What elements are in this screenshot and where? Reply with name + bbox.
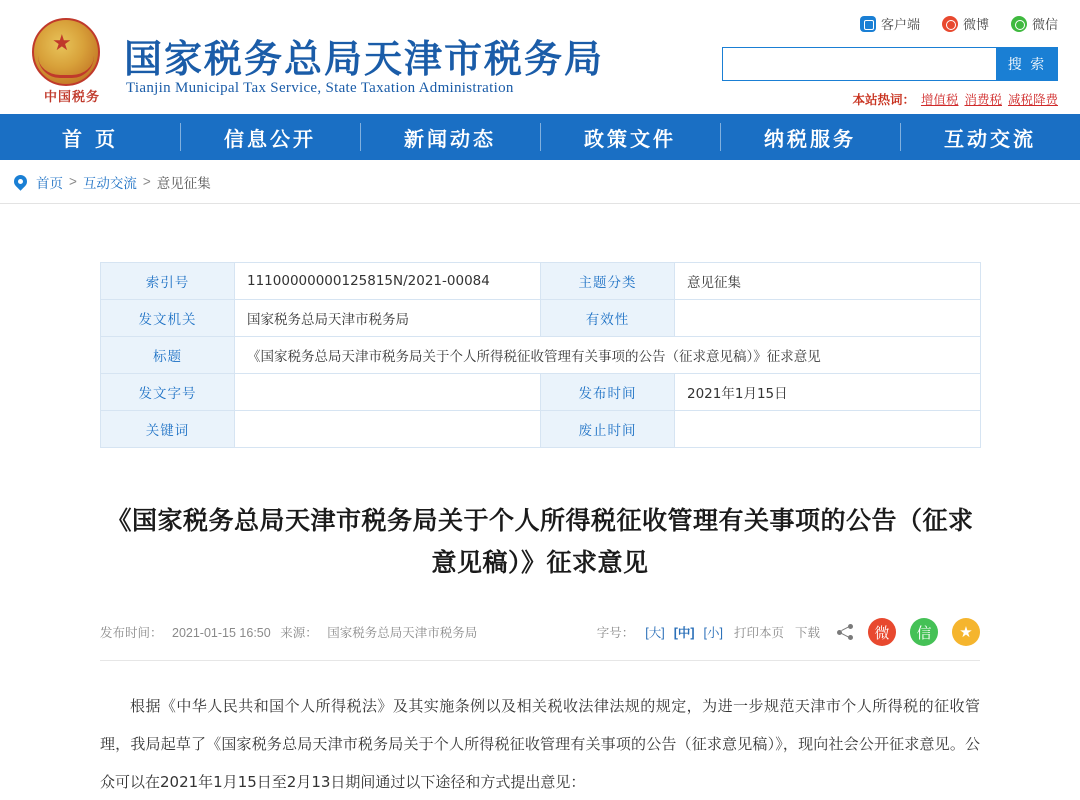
publish-time: 2021-01-15 16:50 [172,626,271,640]
qzone-share-icon[interactable]: ★ [952,618,980,646]
fontsize-medium-button[interactable]: [中] [673,626,695,640]
breadcrumb-separator: > [69,174,77,189]
wechat-icon [1011,16,1027,32]
weibo-icon [942,16,958,32]
tax-emblem-logo [26,16,118,105]
top-links [860,14,1058,33]
article-meta-right [597,618,980,646]
hot-keywords-label: 本站热词： [852,93,915,107]
fontsize-large-button[interactable]: [大] [645,626,665,640]
breadcrumb-item-home[interactable]: 首页 [36,175,63,191]
info-label: 发文机关 [101,300,235,337]
nav-item-news[interactable]: 新闻动态 [360,114,540,160]
info-value: 11100000000125815N/2021-00084 [235,263,541,300]
search-button[interactable]: 搜 索 [996,47,1058,81]
top-link-wechat[interactable] [1011,14,1058,33]
hot-keyword-link[interactable]: 增值税 [920,93,959,107]
fontsize-label: 字号： [596,626,635,640]
info-label: 关键词 [101,411,235,448]
nav-item-policy-documents[interactable]: 政策文件 [540,114,720,160]
top-link-label: 客户端 [880,17,920,32]
info-value: 2021年1月15日 [675,374,981,411]
table-row [101,263,981,300]
info-label: 主题分类 [541,263,675,300]
page-title: 《国家税务总局天津市税务局关于个人所得税征收管理有关事项的公告（征求意见稿）》征求意见 [106,506,974,577]
info-value [235,411,541,448]
info-label: 发布时间 [541,374,675,411]
app-client-icon [860,16,876,32]
table-row [101,411,981,448]
main-content [0,262,1080,800]
site-subtitle: Tianjin Municipal Tax Service, State Taxation Administration [126,80,514,96]
hot-keyword-link[interactable]: 减税降费 [1007,93,1058,107]
info-value [675,300,981,337]
source-label: 来源： [280,626,318,640]
info-label: 废止时间 [541,411,675,448]
breadcrumb-item-interaction[interactable]: 互动交流 [82,175,137,191]
download-button[interactable]: 下载 [794,626,820,640]
site-title: 国家税务总局天津市税务局 [124,37,605,81]
top-link-label: 微信 [1031,17,1058,32]
site-search [722,47,1058,81]
hot-keyword-link[interactable]: 消费税 [964,93,1002,107]
info-value [675,411,981,448]
table-row [101,300,981,337]
info-label: 标题 [101,337,235,374]
share-nodes-icon[interactable] [837,624,854,641]
weibo-share-icon[interactable]: 微 [868,618,896,646]
top-link-label: 微博 [962,17,989,32]
site-header [0,0,1080,114]
article-meta [100,618,980,661]
print-page-button[interactable]: 打印本页 [733,626,784,640]
info-label: 有效性 [541,300,675,337]
breadcrumb-item-current: 意见征集 [156,175,211,191]
breadcrumb [0,160,1080,204]
fontsize-small-button[interactable]: [小] [703,626,723,640]
info-value: 意见征集 [675,263,981,300]
info-value: 国家税务总局天津市税务局 [235,300,541,337]
breadcrumb-separator: > [142,174,151,189]
main-nav [0,114,1080,160]
article-paragraph: 根据《中华人民共和国个人所得税法》及其实施条例以及相关税收法律法规的规定，为进一步规范天津市个人所得税的征收管理，我局起草了《国家税务总局天津市税务局关于个人所得税征收管理有关事项的公告（征求意见稿）》，现向社会公开征求意见。公众可以在2021年1月15日至2月13日期间通过以下途径和方式提出意见： [100,697,980,791]
emblem-label: 中国税务 [43,90,100,105]
nav-item-home[interactable]: 首 页 [62,126,118,151]
wechat-share-icon[interactable]: 信 [910,618,938,646]
article-meta-left [100,623,483,641]
nav-item-interaction[interactable]: 互动交流 [900,114,1080,160]
location-pin-icon [11,172,29,190]
search-input[interactable] [722,47,996,81]
info-value-title: 《国家税务总局天津市税务局关于个人所得税征收管理有关事项的公告（征求意见稿）》征求意见 [235,337,981,374]
nav-item-information-disclosure[interactable]: 信息公开 [180,114,360,160]
top-link-weibo[interactable] [942,14,989,33]
nav-item-tax-service[interactable]: 纳税服务 [720,114,900,160]
hot-keywords [852,90,1058,108]
table-row [101,337,981,374]
emblem-star-icon: ★ [52,30,72,55]
table-row [101,374,981,411]
document-info-table [100,262,981,448]
info-value [235,374,541,411]
info-label: 发文字号 [101,374,235,411]
article-body [100,687,980,800]
top-link-app-client[interactable] [860,14,920,33]
publish-time-label: 发布时间： [100,626,163,640]
info-label: 索引号 [101,263,235,300]
source-value: 国家税务总局天津市税务局 [327,626,478,640]
